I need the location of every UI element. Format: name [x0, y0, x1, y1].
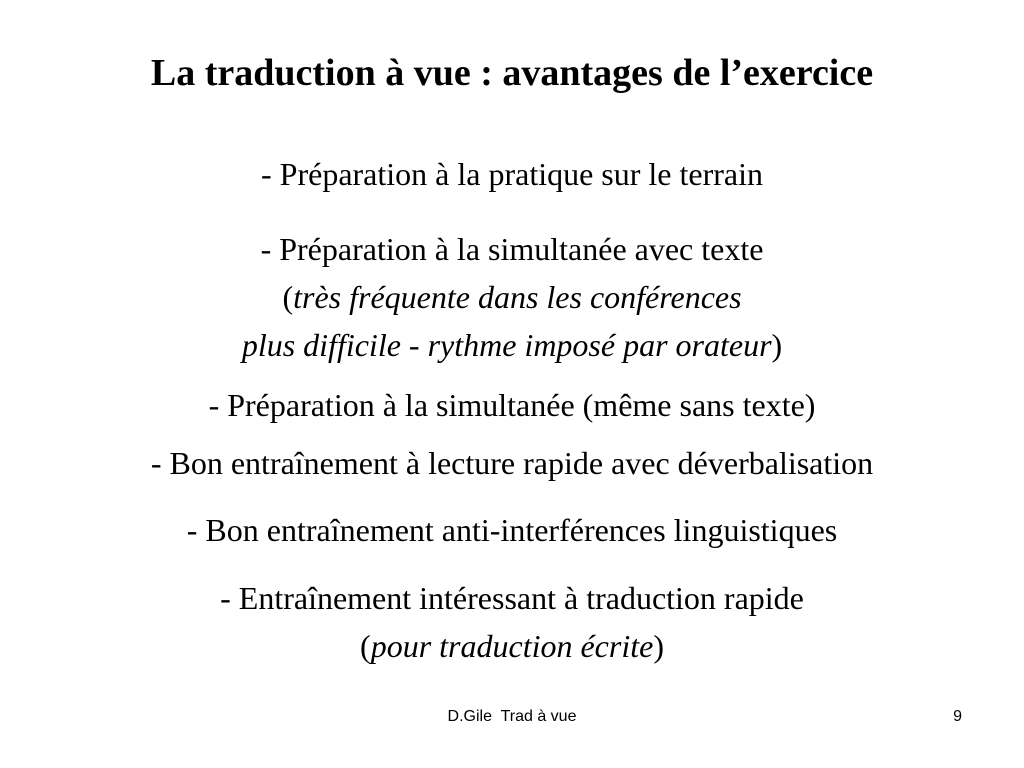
bullet-item-2-note-line-1: [0, 277, 1024, 317]
note-text: pour traduction écrite: [370, 628, 654, 664]
bullet-item-3: - Préparation à la simultanée (même sans texte): [208, 387, 816, 423]
bullet-item-1: - Préparation à la pratique sur le terrain: [261, 156, 763, 192]
note-text: plus difficile: [241, 327, 401, 363]
slide-title: La traduction à vue : avantages de l’exercice: [150, 52, 874, 94]
bullet-item-2: - Préparation à la simultanée avec texte: [260, 231, 764, 267]
bullet-item-4: - Bon entraînement à lecture rapide avec déverbalisation: [150, 445, 874, 481]
bullet-item-6-note: [0, 626, 1024, 666]
note-text: rythme imposé par orateur: [427, 327, 772, 363]
note-open-paren: (: [360, 628, 371, 664]
bullet-item-6: - Entraînement intéressant à traduction rapide: [220, 580, 804, 616]
note-text: très fréquente dans les conférences: [293, 279, 742, 315]
bullet-item-5: - Bon entraînement anti-interférences linguistiques: [186, 512, 838, 548]
note-separator: -: [400, 327, 428, 363]
note-close-paren: ): [771, 327, 783, 363]
bullet-item-2-note-line-2: [0, 325, 1024, 365]
page-number: 9: [953, 708, 962, 725]
note-close-paren: ): [653, 628, 664, 664]
footer-author: D.Gile Trad à vue: [447, 708, 577, 725]
note-open-paren: (: [282, 279, 294, 315]
